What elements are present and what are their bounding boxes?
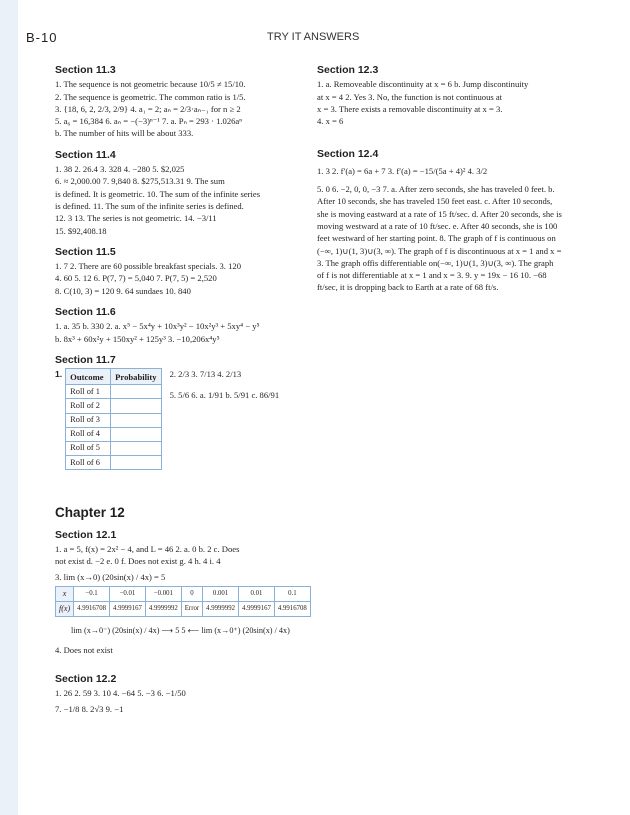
- table-row: [66, 413, 161, 427]
- answer-line: 1. a. 35 b. 330 2. a. x⁵ − 5x⁴y + 10x³y² − 10x²y³ + 5xy⁴ − y⁵: [55, 321, 260, 332]
- section-title: Section 11.4: [55, 148, 116, 161]
- table-cell: −0.01: [110, 586, 146, 601]
- table-cell: Roll of 5: [66, 441, 111, 455]
- section-11-6: [55, 306, 300, 345]
- left-column: [55, 64, 307, 724]
- table-cell: Error: [181, 602, 202, 617]
- table-cell: 0.001: [203, 586, 239, 601]
- section-title: Section 11.5: [55, 245, 116, 258]
- answer-line: 3. {18, 6, 2, 2/3, 2/9} 4. a₁ = 2; aₙ = 2/3·aₙ₋₁ for n ≥ 2: [55, 103, 241, 114]
- table-cell: Roll of 6: [66, 456, 111, 470]
- table-cell: 4.9916708: [274, 602, 310, 617]
- table-row: [66, 399, 161, 413]
- answer-line: 1. 38 2. 26.4 3. 328 4. −280 5. $2,025: [55, 164, 185, 175]
- table-row: [66, 385, 161, 399]
- section-12-2: [55, 673, 300, 715]
- table-cell: 4.9916708: [74, 602, 110, 617]
- answer-line: 7. −1/8 8. 2√3 9. −1: [55, 703, 124, 714]
- answer-line: b. The number of hits will be about 333.: [55, 128, 194, 139]
- answer-line: 6. ≈ 2,000.00 7. 9,840 8. $275,513.31 9. The sum: [55, 176, 225, 187]
- answer-line: at x = 4 2. Yes 3. No, the function is not continuous at: [317, 91, 503, 102]
- table-cell: Roll of 1: [66, 385, 111, 399]
- answer-line: 2. 2/3 3. 7/13 4. 2/13: [169, 369, 242, 380]
- limit-table: [55, 586, 311, 618]
- table-row: [66, 441, 161, 455]
- table-cell: 4.9999992: [145, 602, 181, 617]
- table-cell: f(x): [56, 602, 74, 617]
- answer-line: 5. a₆ = 16,384 6. aₙ = −(−3)ⁿ⁻¹ 7. a. Pₙ = 293 · 1.026aⁿ: [55, 116, 242, 127]
- answer-line: 4. Does not exist: [55, 644, 113, 655]
- table-row: [56, 602, 311, 617]
- answer-line: 15. $92,408.18: [55, 225, 107, 236]
- section-title: Section 12.2: [55, 673, 117, 686]
- chapter-title: Chapter 12: [55, 505, 125, 521]
- section-12-3: [317, 64, 562, 127]
- answer-line: 1. a = 5, f(x) = 2x² − 4, and L = 46 2. a. 0 b. 2 c. Does: [55, 543, 240, 554]
- answer-line: 1. 26 2. 59 3. 10 4. −64 5. −3 6. −1/50: [55, 688, 186, 699]
- answer-line: 1. 7 2. There are 60 possible breakfast specials. 3. 120: [55, 261, 241, 272]
- table-header-row: [66, 369, 161, 385]
- answer-line: 4. 60 5. 12 6. P(7, 7) = 5,040 7. P(7, 5) = 2,520: [55, 273, 217, 284]
- column-header: Probability: [111, 369, 161, 385]
- item-number: 1.: [55, 369, 63, 380]
- answer-line: 8. C(10, 3) = 120 9. 64 sundaes 10. 840: [55, 285, 191, 296]
- answer-line: 5. 5/6 6. a. 1/91 b. 5/91 c. 86/91: [169, 389, 280, 400]
- table-cell: 4.9999167: [239, 602, 275, 617]
- answer-line: 2. The sequence is geometric. The common ratio is 1/5.: [55, 91, 246, 102]
- answer-line: 12. 3 13. The series is not geometric. 14. −3/11: [55, 213, 217, 224]
- answer-line: 3. lim (x→0) (20sin(x) / 4x) = 5: [55, 571, 166, 582]
- column-header: Outcome: [66, 369, 111, 385]
- probability-table: [65, 368, 161, 470]
- table-cell: 4.9999167: [110, 602, 146, 617]
- table-row: [66, 427, 161, 441]
- section-title: Section 11.3: [55, 64, 116, 76]
- table-cell: x: [56, 586, 74, 601]
- answer-line: 1. 3 2. f′(a) = 6a + 7 3. f′(a) = −15/(5a + 4)² 4. 3/2: [317, 165, 488, 176]
- table-cell: 0.01: [239, 586, 275, 601]
- answer-line: x = 3. There exists a removable discontinuity at x = 3.: [317, 103, 503, 114]
- section-title: Section 12.4: [317, 148, 379, 161]
- section-title: Section 12.1: [55, 528, 117, 541]
- section-11-4: [55, 149, 300, 237]
- section-title: Section 11.6: [55, 306, 116, 319]
- table-row: [66, 456, 161, 470]
- answer-line: is defined. It is geometric. 10. The sum of the infinite series: [55, 188, 261, 199]
- table-cell: Roll of 2: [66, 399, 111, 413]
- answer-line: b. 8x³ + 60x²y + 150xy² + 125y³ 3. −10,206x⁴y⁵: [55, 333, 220, 344]
- answer-line: 4. x = 6: [317, 116, 344, 127]
- table-cell: 4.9999992: [203, 602, 239, 617]
- page-margin-band: [0, 0, 18, 815]
- section-11-3: [55, 64, 300, 140]
- table-cell: Roll of 4: [66, 427, 111, 441]
- section-11-5: [55, 246, 300, 297]
- page-number: B-10: [26, 30, 58, 45]
- table-cell: −0.1: [74, 586, 110, 601]
- answer-paragraph: 5. 0 6. −2, 0, 0, −3 7. a. After zero seconds, she has traveled 0 feet. b. After 10 seconds, she has traveled 150 feet east. c. After 10 seconds, she is moving eastward at a rate of 15 ft/sec. d. After 20 seconds, she is moving westward at a rate of 10 ft/sec. e. After 40 seconds, she is 100 feet westward of her starting point. 8. The graph of f is continuous on (−∞, 1)∪(1, 3)∪(3, ∞). The graph of f is discontinuous at x = 1 and x = 3. The graph offis differentiable on(−∞, 1)∪(1, 3)∪(3, ∞). The graph of f is not differentiable at x = 1 and x = 3. 9. y = 19x − 16 10. −68 ft/sec, it is dropping back to Earth at a rate of 68 ft/s.: [317, 184, 562, 293]
- section-title: Section 12.3: [317, 64, 379, 76]
- section-11-7: [55, 354, 300, 470]
- answer-line: is defined. 11. The sum of the infinite series is defined.: [55, 200, 244, 211]
- table-cell: −0.001: [145, 586, 181, 601]
- answer-line: not exist d. −2 e. 0 f. Does not exist g. 4 h. 4 i. 4: [55, 556, 221, 567]
- right-column: [317, 64, 562, 303]
- table-cell: 0: [181, 586, 202, 601]
- limit-expressions: lim (x→0⁻) (20sin(x) / 4x) ⟶ 5 5 ⟵ lim (x→0⁺) (20sin(x) / 4x): [71, 626, 290, 636]
- table-cell: 0.1: [274, 586, 310, 601]
- section-12-4: [317, 148, 562, 293]
- table-cell: Roll of 3: [66, 413, 111, 427]
- running-head: TRY IT ANSWERS: [267, 31, 360, 43]
- answer-line: 1. The sequence is not geometric because 10/5 ≠ 15/10.: [55, 79, 246, 90]
- table-row: [56, 586, 311, 601]
- section-12-1: [55, 528, 307, 656]
- section-title: Section 11.7: [55, 353, 116, 366]
- answer-line: 1. a. Removeable discontinuity at x = 6 b. Jump discontinuity: [317, 79, 529, 90]
